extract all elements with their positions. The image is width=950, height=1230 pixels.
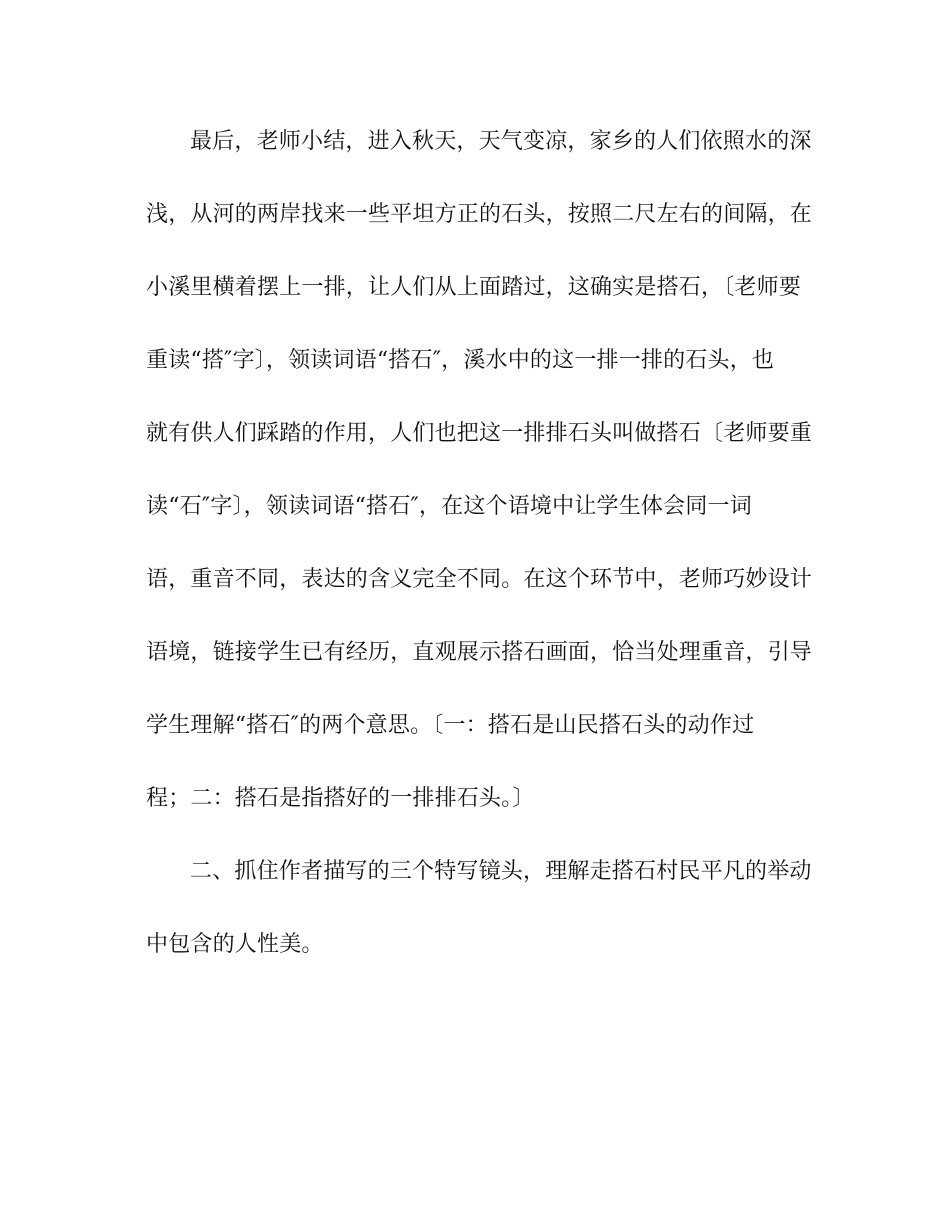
paragraph-line: 读“石″字〕，领读词语“搭石″，在这个语境中让学生体会同一词	[146, 494, 752, 519]
paragraph-section-two	[146, 846, 812, 992]
paragraph-line: 浅，从河的两岸找来一些平坦方正的石头，按照二尺左右的间隔，在	[146, 202, 813, 227]
paragraph-line: 程；二：搭石是指搭好的一排排石头。〕	[146, 786, 535, 811]
paragraph-line: 重读“搭″字〕，领读词语“搭石″，溪水中的这一排一排的石头，也	[146, 348, 775, 373]
paragraph-line: 二、抓住作者描写的三个特写镜头，理解走搭石村民平凡的举动	[190, 859, 812, 884]
paragraph-line: 中包含的人性美。	[146, 932, 324, 957]
paragraph-line: 就有供人们踩踏的作用，人们也把这一排排石头叫做搭石〔老师要重	[146, 421, 813, 446]
paragraph-line: 最后，老师小结，进入秋天，天气变凉，家乡的人们依照水的深	[190, 129, 812, 154]
paragraph-line: 语境，链接学生已有经历，直观展示搭石画面，恰当处理重音，引导	[146, 640, 813, 665]
paragraph-summary	[146, 116, 813, 846]
document-body	[146, 116, 813, 992]
paragraph-line: 语，重音不同，表达的含义完全不同。在这个环节中，老师巧妙设计	[146, 567, 813, 592]
paragraph-line: 小溪里横着摆上一排，让人们从上面踏过，这确实是搭石，〔老师要	[146, 275, 802, 300]
paragraph-line: 学生理解“搭石″的两个意思。〔一：搭石是山民搭石头的动作过	[146, 713, 755, 738]
